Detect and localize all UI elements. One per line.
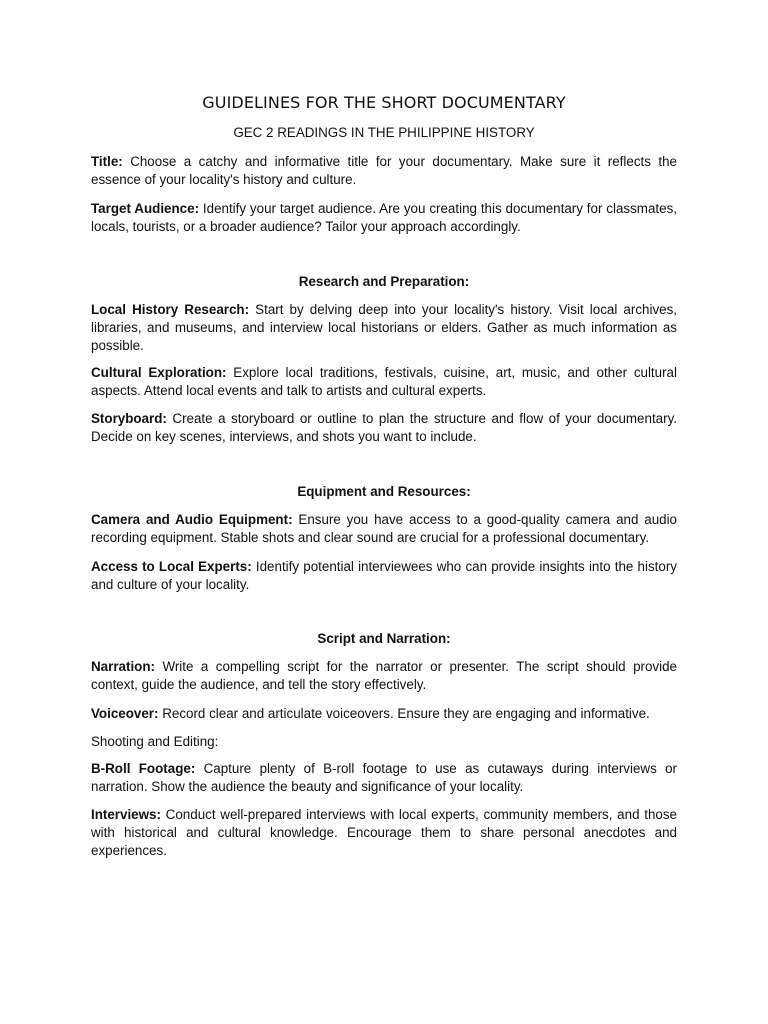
paragraph-cultural-exploration [91, 364, 677, 400]
paragraph-storyboard [91, 410, 677, 446]
text-camera-audio-equipment: Ensure you have access to a good-quality camera and audio recording equipment. Stable shots and clear sound are crucial for a professional documentary. [91, 512, 678, 545]
paragraph-interviews [91, 806, 677, 860]
term-target-audience: Target Audience: [91, 201, 200, 216]
paragraph-narration [91, 658, 677, 694]
term-cultural-exploration: Cultural Exploration: [91, 365, 227, 380]
section-heading-script: Script and Narration: [317, 631, 451, 646]
text-voiceover: Record clear and articulate voiceovers. Ensure they are engaging and informative. [158, 706, 650, 721]
text-cultural-exploration: Explore local traditions, festivals, cuisine, art, music, and other cultural aspects. Attend local events and talk to artists and cultural experts. [91, 365, 677, 398]
term-title: Title: [91, 154, 123, 169]
term-b-roll-footage: B-Roll Footage: [91, 761, 196, 776]
paragraph-title [91, 153, 677, 189]
text-access-local-experts: Identify potential interviewees who can provide insights into the history and culture of your locality. [91, 559, 677, 592]
term-voiceover: Voiceover: [91, 706, 159, 721]
term-access-local-experts: Access to Local Experts: [91, 559, 252, 574]
document-title: GUIDELINES FOR THE SHORT DOCUMENTARY [202, 93, 566, 112]
text-title: Choose a catchy and informative title for your documentary. Make sure it reflects the essence of your locality's history and culture. [91, 154, 677, 187]
term-local-history-research: Local History Research: [91, 302, 250, 317]
paragraph-b-roll-footage [91, 760, 677, 796]
text-b-roll-footage: Capture plenty of B-roll footage to use as cutaways during interviews or narration. Show the audience the beauty and significance of your locality. [91, 761, 677, 794]
term-interviews: Interviews: [91, 807, 161, 822]
paragraph-voiceover [91, 705, 677, 723]
subheading-shooting-editing: Shooting and Editing: [91, 734, 219, 749]
text-interviews: Conduct well-prepared interviews with local experts, community members, and those with historical and cultural knowledge. Encourage them to share personal anecdotes and experiences. [91, 807, 677, 858]
section-heading-equipment: Equipment and Resources: [297, 484, 471, 499]
text-storyboard: Create a storyboard or outline to plan the structure and flow of your documentary. Decide on key scenes, interviews, and shots you want to include. [91, 411, 677, 444]
text-target-audience: Identify your target audience. Are you creating this documentary for classmates, locals, tourists, or a broader audience? Tailor your approach accordingly. [91, 201, 677, 234]
paragraph-access-local-experts [91, 558, 677, 594]
document-subtitle: GEC 2 READINGS IN THE PHILIPPINE HISTORY [233, 125, 535, 140]
paragraph-local-history-research [91, 301, 677, 355]
text-narration: Write a compelling script for the narrator or presenter. The script should provide context, guide the audience, and tell the story effectively. [91, 659, 677, 692]
term-narration: Narration: [91, 659, 155, 674]
paragraph-target-audience [91, 200, 677, 236]
term-camera-audio-equipment: Camera and Audio Equipment: [91, 512, 293, 527]
term-storyboard: Storyboard: [91, 411, 167, 426]
paragraph-camera-audio-equipment [91, 511, 677, 547]
section-heading-research: Research and Preparation: [298, 274, 470, 289]
text-local-history-research: Start by delving deep into your locality's history. Visit local archives, libraries, and museums, and interview local historians or elders. Gather as much information as possible. [91, 302, 678, 353]
